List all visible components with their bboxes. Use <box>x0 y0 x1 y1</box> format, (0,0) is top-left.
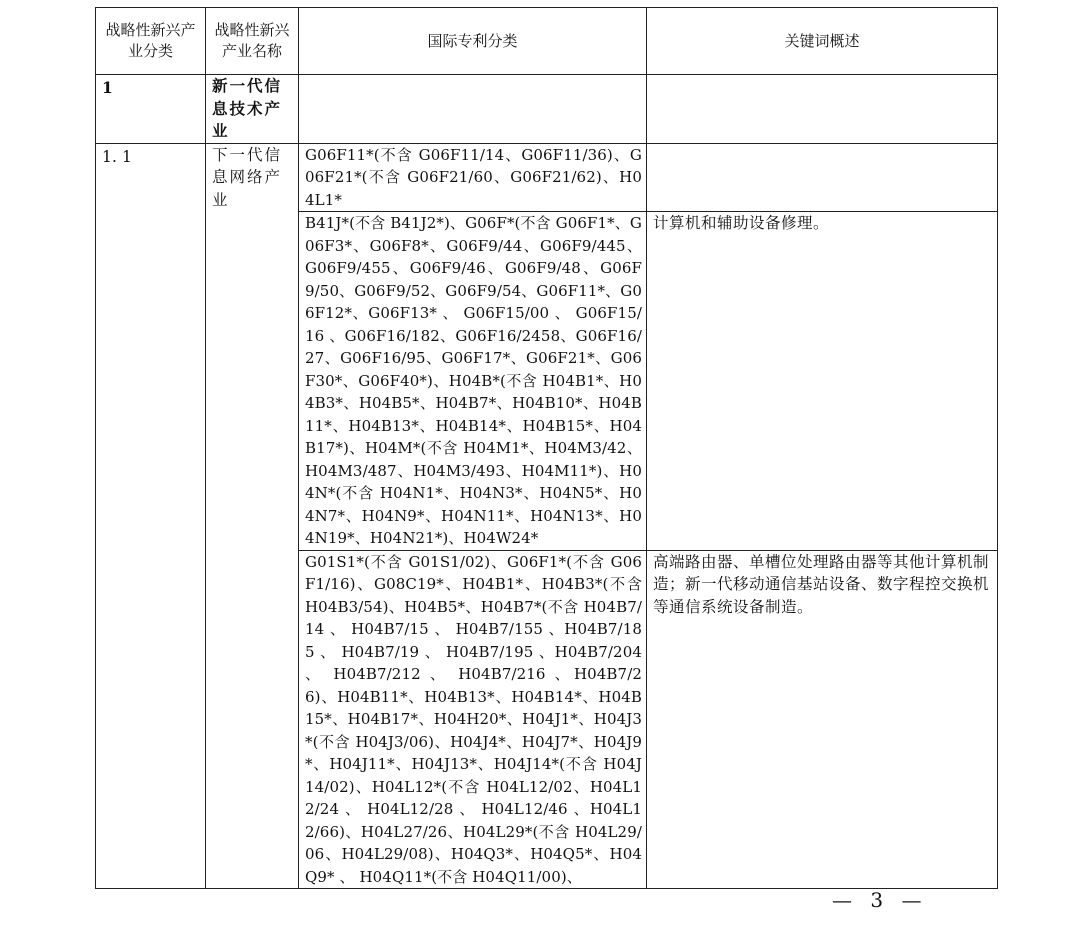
ipc-cell <box>299 75 647 144</box>
header-keywords: 关键词概述 <box>647 8 998 75</box>
keywords-cell <box>647 143 998 212</box>
industry-name: 新一代信息技术产业 <box>206 75 299 144</box>
keywords-cell <box>647 75 998 144</box>
ipc-cell: G06F11*(不含 G06F11/14、G06F11/36)、G06F21*(不含 G06F21/60、G06F21/62)、H04L1* <box>299 143 647 212</box>
keywords-cell: 计算机和辅助设备修理。 <box>647 212 998 551</box>
page-number: — 3 — <box>832 888 928 912</box>
header-ipc: 国际专利分类 <box>299 8 647 75</box>
keywords-cell: 高端路由器、单槽位处理路由器等其他计算机制造；新一代移动通信基站设备、数字程控交换机等通信系统设备制造。 <box>647 550 998 889</box>
header-industry-name: 战略性新兴产业名称 <box>206 8 299 75</box>
industry-name: 下一代信息网络产业 <box>206 143 299 889</box>
industry-patent-table <box>95 7 998 889</box>
ipc-cell: B41J*(不含 B41J2*)、G06F*(不含 G06F1*、G06F3*、G06F8*、G06F9/44、G06F9/445、G06F9/455、G06F9/46、G06F9/48、G06F9/50、G06F9/52、G06F9/54、G06F11*、G06F12*、G06F13* 、 G06F15/00 、 G06F15/16 、G06F16/182、G06F16/2458、G06F16/27、G06F16/95、G06F17*、G06F21*、G06F30*、G06F40*)、H04B*(不含 H04B1*、H04B3*、H04B5*、H04B7*、H04B10*、H04B11*、H04B13*、H04B14*、H04B15*、H04B17*)、H04M*(不含 H04M1*、H04M3/42、H04M3/487、H04M3/493、H04M11*)、H04N*(不含 H04N1*、H04N3*、H04N5*、H04N7*、H04N9*、H04N11*、H04N13*、H04N19*、H04N21*)、H04W24* <box>299 212 647 551</box>
category-number: 1. 1 <box>96 143 206 889</box>
table-row-section-1 <box>96 75 998 144</box>
table-row-section-1-1-a <box>96 143 998 212</box>
table-header-row <box>96 8 998 75</box>
header-category: 战略性新兴产业分类 <box>96 8 206 75</box>
ipc-cell: G01S1*(不含 G01S1/02)、G06F1*(不含 G06F1/16)、G08C19*、H04B1*、H04B3*(不含 H04B3/54)、H04B5*、H04B7*(不含 H04B7/14 、 H04B7/15 、 H04B7/155 、H04B7/185 、 H04B7/19 、 H04B7/195 、H04B7/204 、 H04B7/212 、 H04B7/216 、H04B7/26)、H04B11*、H04B13*、H04B14*、H04B15*、H04B17*、H04H20*、H04J1*、H04J3*(不含 H04J3/06)、H04J4*、H04J7*、H04J9*、H04J11*、H04J13*、H04J14*(不含 H04J14/02)、H04L12*(不含 H04L12/02、H04L12/24 、 H04L12/28 、 H04L12/46 、H04L12/66)、H04L27/26、H04L29*(不含 H04L29/06、H04L29/08)、H04Q3*、H04Q5*、H04Q9* 、 H04Q11*(不含 H04Q11/00)、 <box>299 550 647 889</box>
category-number: 1 <box>96 75 206 144</box>
